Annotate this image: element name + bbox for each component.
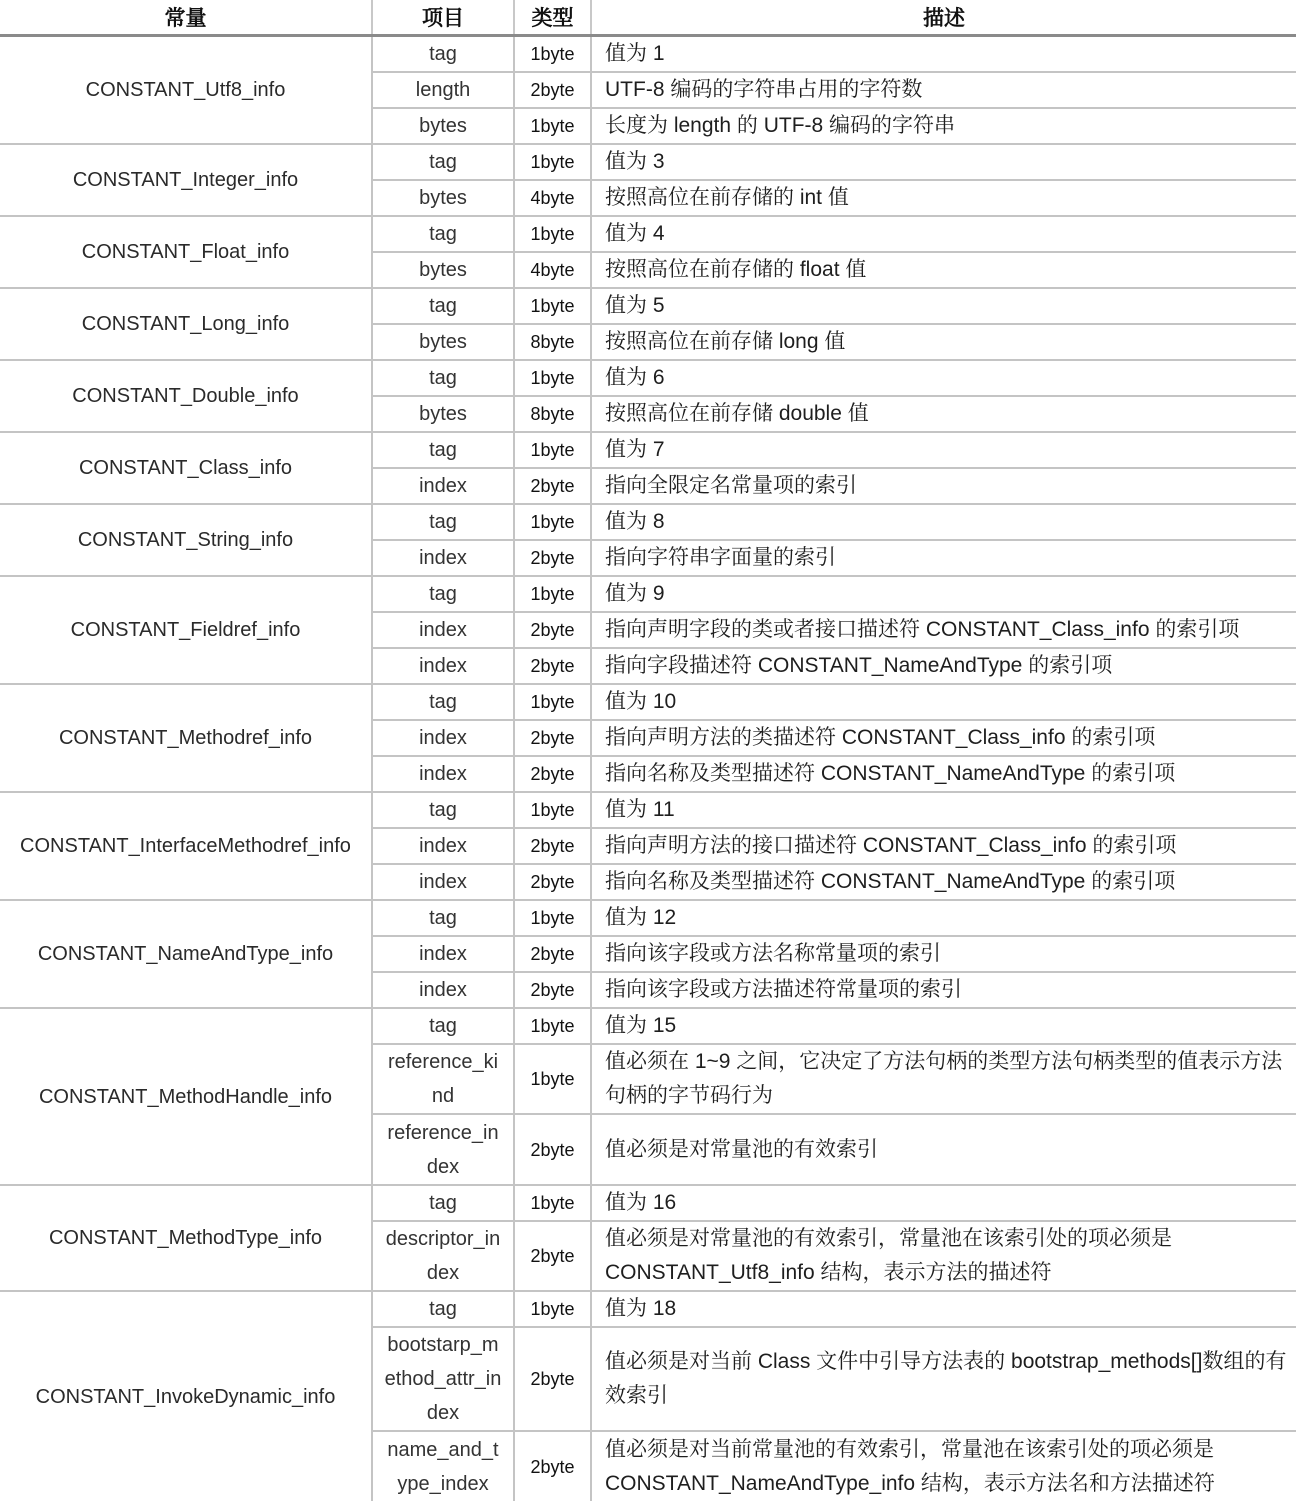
type-cell: 1byte bbox=[514, 144, 591, 180]
type-cell: 2byte bbox=[514, 864, 591, 900]
type-cell: 1byte bbox=[514, 360, 591, 396]
table-row bbox=[0, 432, 1296, 468]
description-cell: 值为 18 bbox=[591, 1291, 1296, 1327]
constant-name: CONSTANT_Float_info bbox=[0, 216, 372, 288]
table-row bbox=[0, 36, 1296, 73]
table-row bbox=[0, 1008, 1296, 1044]
description-cell: 值必须是对常量池的有效索引，常量池在该索引处的项必须是 CONSTANT_Utf8_info 结构，表示方法的描述符 bbox=[591, 1221, 1296, 1291]
constant-name: CONSTANT_MethodType_info bbox=[0, 1185, 372, 1291]
table-row bbox=[0, 900, 1296, 936]
description-cell: 值为 3 bbox=[591, 144, 1296, 180]
constant-name: CONSTANT_Integer_info bbox=[0, 144, 372, 216]
description-cell: 指向声明字段的类或者接口描述符 CONSTANT_Class_info 的索引项 bbox=[591, 612, 1296, 648]
description-cell: 长度为 length 的 UTF-8 编码的字符串 bbox=[591, 108, 1296, 144]
type-cell: 1byte bbox=[514, 108, 591, 144]
description-cell: 值为 4 bbox=[591, 216, 1296, 252]
type-cell: 2byte bbox=[514, 612, 591, 648]
item-cell: descriptor_index bbox=[372, 1221, 514, 1291]
constant-name: CONSTANT_Double_info bbox=[0, 360, 372, 432]
description-cell: 指向该字段或方法描述符常量项的索引 bbox=[591, 972, 1296, 1008]
table-row bbox=[0, 504, 1296, 540]
type-cell: 2byte bbox=[514, 936, 591, 972]
description-cell: 值为 11 bbox=[591, 792, 1296, 828]
description-cell: 值必须在 1~9 之间，它决定了方法句柄的类型方法句柄类型的值表示方法句柄的字节码行为 bbox=[591, 1044, 1296, 1114]
header-item: 项目 bbox=[372, 0, 514, 36]
table-row bbox=[0, 576, 1296, 612]
type-cell: 2byte bbox=[514, 720, 591, 756]
type-cell: 2byte bbox=[514, 648, 591, 684]
item-cell: index bbox=[372, 612, 514, 648]
item-cell: tag bbox=[372, 36, 514, 73]
item-cell: tag bbox=[372, 288, 514, 324]
type-cell: 2byte bbox=[514, 756, 591, 792]
item-cell: bytes bbox=[372, 180, 514, 216]
item-cell: bytes bbox=[372, 252, 514, 288]
table-row bbox=[0, 144, 1296, 180]
type-cell: 2byte bbox=[514, 1221, 591, 1291]
description-cell: UTF-8 编码的字符串占用的字符数 bbox=[591, 72, 1296, 108]
table-row bbox=[0, 1291, 1296, 1327]
item-cell: bytes bbox=[372, 396, 514, 432]
type-cell: 1byte bbox=[514, 1008, 591, 1044]
description-cell: 值必须是对当前常量池的有效索引，常量池在该索引处的项必须是 CONSTANT_NameAndType_info 结构，表示方法名和方法描述符 bbox=[591, 1431, 1296, 1501]
constant-name: CONSTANT_MethodHandle_info bbox=[0, 1008, 372, 1185]
description-cell: 指向字符串字面量的索引 bbox=[591, 540, 1296, 576]
type-cell: 2byte bbox=[514, 1431, 591, 1501]
type-cell: 1byte bbox=[514, 576, 591, 612]
header-row bbox=[0, 0, 1296, 36]
description-cell: 值为 12 bbox=[591, 900, 1296, 936]
type-cell: 1byte bbox=[514, 36, 591, 73]
item-cell: tag bbox=[372, 1185, 514, 1221]
description-cell: 值必须是对当前 Class 文件中引导方法表的 bootstrap_methods[]数组的有效索引 bbox=[591, 1327, 1296, 1431]
description-cell: 按照高位在前存储 double 值 bbox=[591, 396, 1296, 432]
type-cell: 8byte bbox=[514, 324, 591, 360]
description-cell: 指向名称及类型描述符 CONSTANT_NameAndType 的索引项 bbox=[591, 756, 1296, 792]
item-cell: index bbox=[372, 936, 514, 972]
table-row bbox=[0, 360, 1296, 396]
table-row bbox=[0, 216, 1296, 252]
type-cell: 2byte bbox=[514, 1327, 591, 1431]
type-cell: 2byte bbox=[514, 468, 591, 504]
item-cell: tag bbox=[372, 360, 514, 396]
description-cell: 指向字段描述符 CONSTANT_NameAndType 的索引项 bbox=[591, 648, 1296, 684]
header-constant: 常量 bbox=[0, 0, 372, 36]
item-cell: bytes bbox=[372, 108, 514, 144]
item-cell: reference_index bbox=[372, 1114, 514, 1185]
type-cell: 1byte bbox=[514, 1291, 591, 1327]
item-cell: index bbox=[372, 468, 514, 504]
header-type: 类型 bbox=[514, 0, 591, 36]
description-cell: 指向名称及类型描述符 CONSTANT_NameAndType 的索引项 bbox=[591, 864, 1296, 900]
item-cell: tag bbox=[372, 1291, 514, 1327]
type-cell: 1byte bbox=[514, 684, 591, 720]
description-cell: 按照高位在前存储的 int 值 bbox=[591, 180, 1296, 216]
type-cell: 1byte bbox=[514, 504, 591, 540]
description-cell: 值为 5 bbox=[591, 288, 1296, 324]
item-cell: bytes bbox=[372, 324, 514, 360]
description-cell: 值为 9 bbox=[591, 576, 1296, 612]
type-cell: 8byte bbox=[514, 396, 591, 432]
table-row bbox=[0, 288, 1296, 324]
table-row bbox=[0, 1185, 1296, 1221]
item-cell: tag bbox=[372, 216, 514, 252]
type-cell: 1byte bbox=[514, 432, 591, 468]
type-cell: 2byte bbox=[514, 540, 591, 576]
constant-name: CONSTANT_Fieldref_info bbox=[0, 576, 372, 684]
constant-name: CONSTANT_Utf8_info bbox=[0, 36, 372, 145]
table-row bbox=[0, 792, 1296, 828]
description-cell: 值为 15 bbox=[591, 1008, 1296, 1044]
item-cell: index bbox=[372, 972, 514, 1008]
constant-name: CONSTANT_Methodref_info bbox=[0, 684, 372, 792]
type-cell: 1byte bbox=[514, 1185, 591, 1221]
type-cell: 1byte bbox=[514, 900, 591, 936]
item-cell: name_and_type_index bbox=[372, 1431, 514, 1501]
constant-name: CONSTANT_Class_info bbox=[0, 432, 372, 504]
header-description: 描述 bbox=[591, 0, 1296, 36]
type-cell: 1byte bbox=[514, 1044, 591, 1114]
type-cell: 1byte bbox=[514, 792, 591, 828]
description-cell: 按照高位在前存储的 float 值 bbox=[591, 252, 1296, 288]
constant-name: CONSTANT_String_info bbox=[0, 504, 372, 576]
type-cell: 1byte bbox=[514, 216, 591, 252]
item-cell: tag bbox=[372, 900, 514, 936]
item-cell: tag bbox=[372, 684, 514, 720]
type-cell: 1byte bbox=[514, 288, 591, 324]
item-cell: tag bbox=[372, 1008, 514, 1044]
item-cell: index bbox=[372, 864, 514, 900]
description-cell: 值为 1 bbox=[591, 36, 1296, 73]
description-cell: 值为 6 bbox=[591, 360, 1296, 396]
item-cell: reference_kind bbox=[372, 1044, 514, 1114]
item-cell: index bbox=[372, 648, 514, 684]
item-cell: index bbox=[372, 540, 514, 576]
description-cell: 值必须是对常量池的有效索引 bbox=[591, 1114, 1296, 1185]
item-cell: length bbox=[372, 72, 514, 108]
description-cell: 指向该字段或方法名称常量项的索引 bbox=[591, 936, 1296, 972]
item-cell: tag bbox=[372, 576, 514, 612]
description-cell: 指向声明方法的类描述符 CONSTANT_Class_info 的索引项 bbox=[591, 720, 1296, 756]
item-cell: index bbox=[372, 828, 514, 864]
description-cell: 值为 8 bbox=[591, 504, 1296, 540]
type-cell: 2byte bbox=[514, 828, 591, 864]
item-cell: index bbox=[372, 720, 514, 756]
description-cell: 值为 7 bbox=[591, 432, 1296, 468]
constant-name: CONSTANT_InterfaceMethodref_info bbox=[0, 792, 372, 900]
type-cell: 2byte bbox=[514, 72, 591, 108]
item-cell: tag bbox=[372, 432, 514, 468]
item-cell: tag bbox=[372, 144, 514, 180]
type-cell: 2byte bbox=[514, 972, 591, 1008]
description-cell: 值为 10 bbox=[591, 684, 1296, 720]
item-cell: index bbox=[372, 756, 514, 792]
item-cell: bootstarp_method_attr_index bbox=[372, 1327, 514, 1431]
constant-name: CONSTANT_NameAndType_info bbox=[0, 900, 372, 1008]
type-cell: 4byte bbox=[514, 252, 591, 288]
description-cell: 指向全限定名常量项的索引 bbox=[591, 468, 1296, 504]
type-cell: 2byte bbox=[514, 1114, 591, 1185]
description-cell: 按照高位在前存储 long 值 bbox=[591, 324, 1296, 360]
description-cell: 值为 16 bbox=[591, 1185, 1296, 1221]
item-cell: tag bbox=[372, 504, 514, 540]
type-cell: 4byte bbox=[514, 180, 591, 216]
constant-name: CONSTANT_InvokeDynamic_info bbox=[0, 1291, 372, 1501]
item-cell: tag bbox=[372, 792, 514, 828]
description-cell: 指向声明方法的接口描述符 CONSTANT_Class_info 的索引项 bbox=[591, 828, 1296, 864]
table-row bbox=[0, 684, 1296, 720]
constant-name: CONSTANT_Long_info bbox=[0, 288, 372, 360]
